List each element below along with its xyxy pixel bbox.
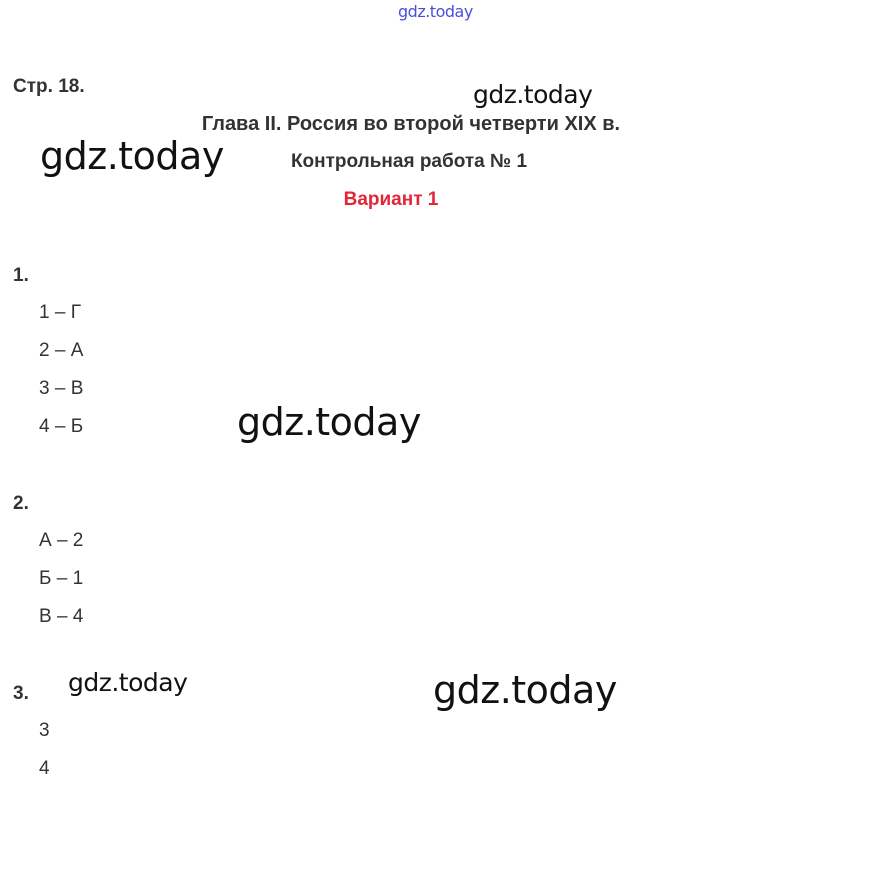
watermark: gdz.today [68,668,188,697]
question-number-3: 3. [13,683,29,704]
question-number-2: 2. [13,493,29,514]
watermark: gdz.today [433,668,617,712]
answer-item: Б – 1 [39,568,84,589]
answer-item: 1 – Г [39,302,81,323]
answer-item: 3 – В [39,378,84,399]
answer-item: В – 4 [39,606,84,627]
answer-item: 4 [39,758,50,779]
test-title: Контрольная работа № 1 [290,151,528,172]
answer-item: 4 – Б [39,416,84,437]
watermark: gdz.today [40,134,224,178]
page-number: Стр. 18. [13,76,85,97]
variant-label: Вариант 1 [343,189,439,210]
question-number-1: 1. [13,265,29,286]
watermark: gdz.today [473,80,593,109]
chapter-title: Глава II. Россия во второй четверти XIX в. [201,113,621,135]
watermark: gdz.today [237,400,421,444]
answer-item: 2 – А [39,340,84,361]
watermark-top: gdz.today [398,2,473,21]
answer-item: А – 2 [39,530,84,551]
answer-item: 3 [39,720,50,741]
